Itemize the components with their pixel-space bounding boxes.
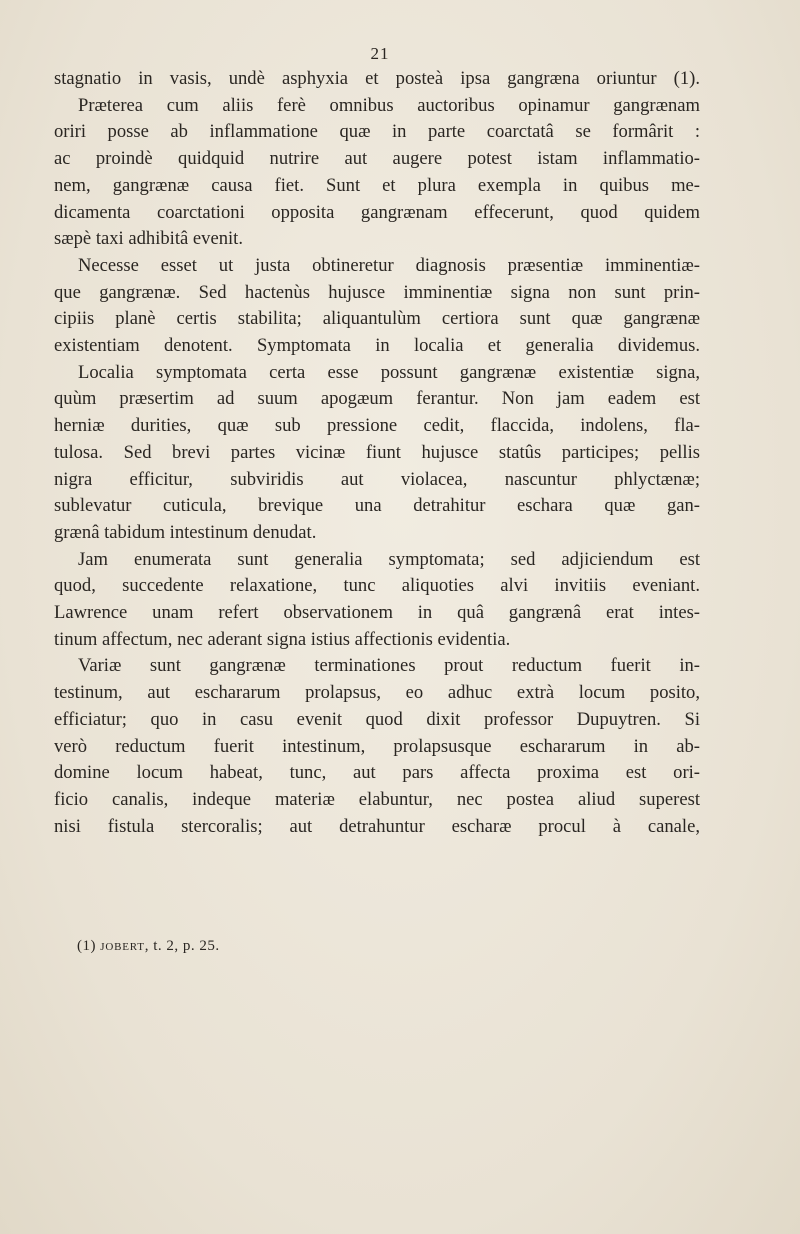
text-line: stagnatio in vasis, undè asphyxia et posteà ipsa gangræna oriuntur (1). xyxy=(54,68,700,89)
text-line: efficiatur; quo in casu evenit quod dixit professor Dupuytren. Si xyxy=(54,708,700,730)
text-line: sublevatur cuticula, brevique una detrahitur eschara quæ gan- xyxy=(54,495,700,517)
text-line: nigra efficitur, subviridis aut violacea, nascuntur phlyctænæ; xyxy=(54,468,700,490)
footnote-author: JOBERT xyxy=(100,941,145,953)
text-line: sæpè taxi adhibitâ evenit. xyxy=(54,228,243,250)
text-line: tinum affectum, nec aderant signa istius affectionis evidentia. xyxy=(54,628,511,650)
text-line: quod, succedente relaxatione, tunc aliquoties alvi invitiis eveniant. xyxy=(54,575,700,597)
text-line: que gangrænæ. Sed hactenùs hujusce imminentiæ signa non sunt prin- xyxy=(54,281,700,303)
text-line: Præterea cum aliis ferè omnibus auctoribus opinamur gangrænam xyxy=(78,94,700,116)
text-line: nisi fistula stercoralis; aut detrahuntur escharæ procul à canale, xyxy=(54,815,700,837)
text-line: verò reductum fuerit intestinum, prolapsusque eschararum in ab- xyxy=(54,735,700,757)
text-line: Lawrence unam refert observationem in quâ gangrænâ erat intes- xyxy=(54,602,700,624)
body-text xyxy=(54,66,700,840)
text-line: nem, gangrænæ causa fiet. Sunt et plura exempla in quibus me- xyxy=(54,174,700,196)
text-line: tulosa. Sed brevi partes vicinæ fiunt hujusce statûs participes; pellis xyxy=(54,441,700,463)
page-number: 21 xyxy=(370,44,390,63)
text-line: herniæ durities, quæ sub pressione cedit, flaccida, indolens, fla- xyxy=(54,415,700,437)
text-line: Necesse esset ut justa obtineretur diagnosis præsentiæ imminentiæ- xyxy=(78,254,700,276)
text-line: ac proindè quidquid nutrire aut augere potest istam inflammatio- xyxy=(54,148,700,170)
footnote xyxy=(77,938,220,955)
text-line: oriri posse ab inflammatione quæ in parte coarctatâ se formârit : xyxy=(54,121,700,143)
footnote-marker: (1) xyxy=(77,938,96,954)
text-line: ficio canalis, indeque materiæ elabuntur, nec postea aliud superest xyxy=(54,788,700,810)
text-line: domine locum habeat, tunc, aut pars affecta proxima est ori- xyxy=(54,762,700,784)
text-line: cipiis planè certis stabilita; aliquantulùm certiora sunt quæ gangrænæ xyxy=(54,308,700,330)
text-line: Jam enumerata sunt generalia symptomata; sed adjiciendum est xyxy=(78,548,700,570)
text-line: existentiam denotent. Symptomata in localia et generalia dividemus. xyxy=(54,335,700,357)
text-line: quùm præsertim ad suum apogæum ferantur. Non jam eadem est xyxy=(54,388,700,410)
footnote-reference: , t. 2, p. 25. xyxy=(144,938,220,954)
text-line: Localia symptomata certa esse possunt gangrænæ existentiæ signa, xyxy=(78,361,700,383)
text-line: testinum, aut eschararum prolapsus, eo adhuc extrà locum posito, xyxy=(54,682,700,704)
text-line: Variæ sunt gangrænæ terminationes prout reductum fuerit in- xyxy=(78,655,700,677)
text-line: grænâ tabidum intestinum denudat. xyxy=(54,521,317,543)
text-line: dicamenta coarctationi opposita gangrænam effecerunt, quod quidem xyxy=(54,201,700,223)
